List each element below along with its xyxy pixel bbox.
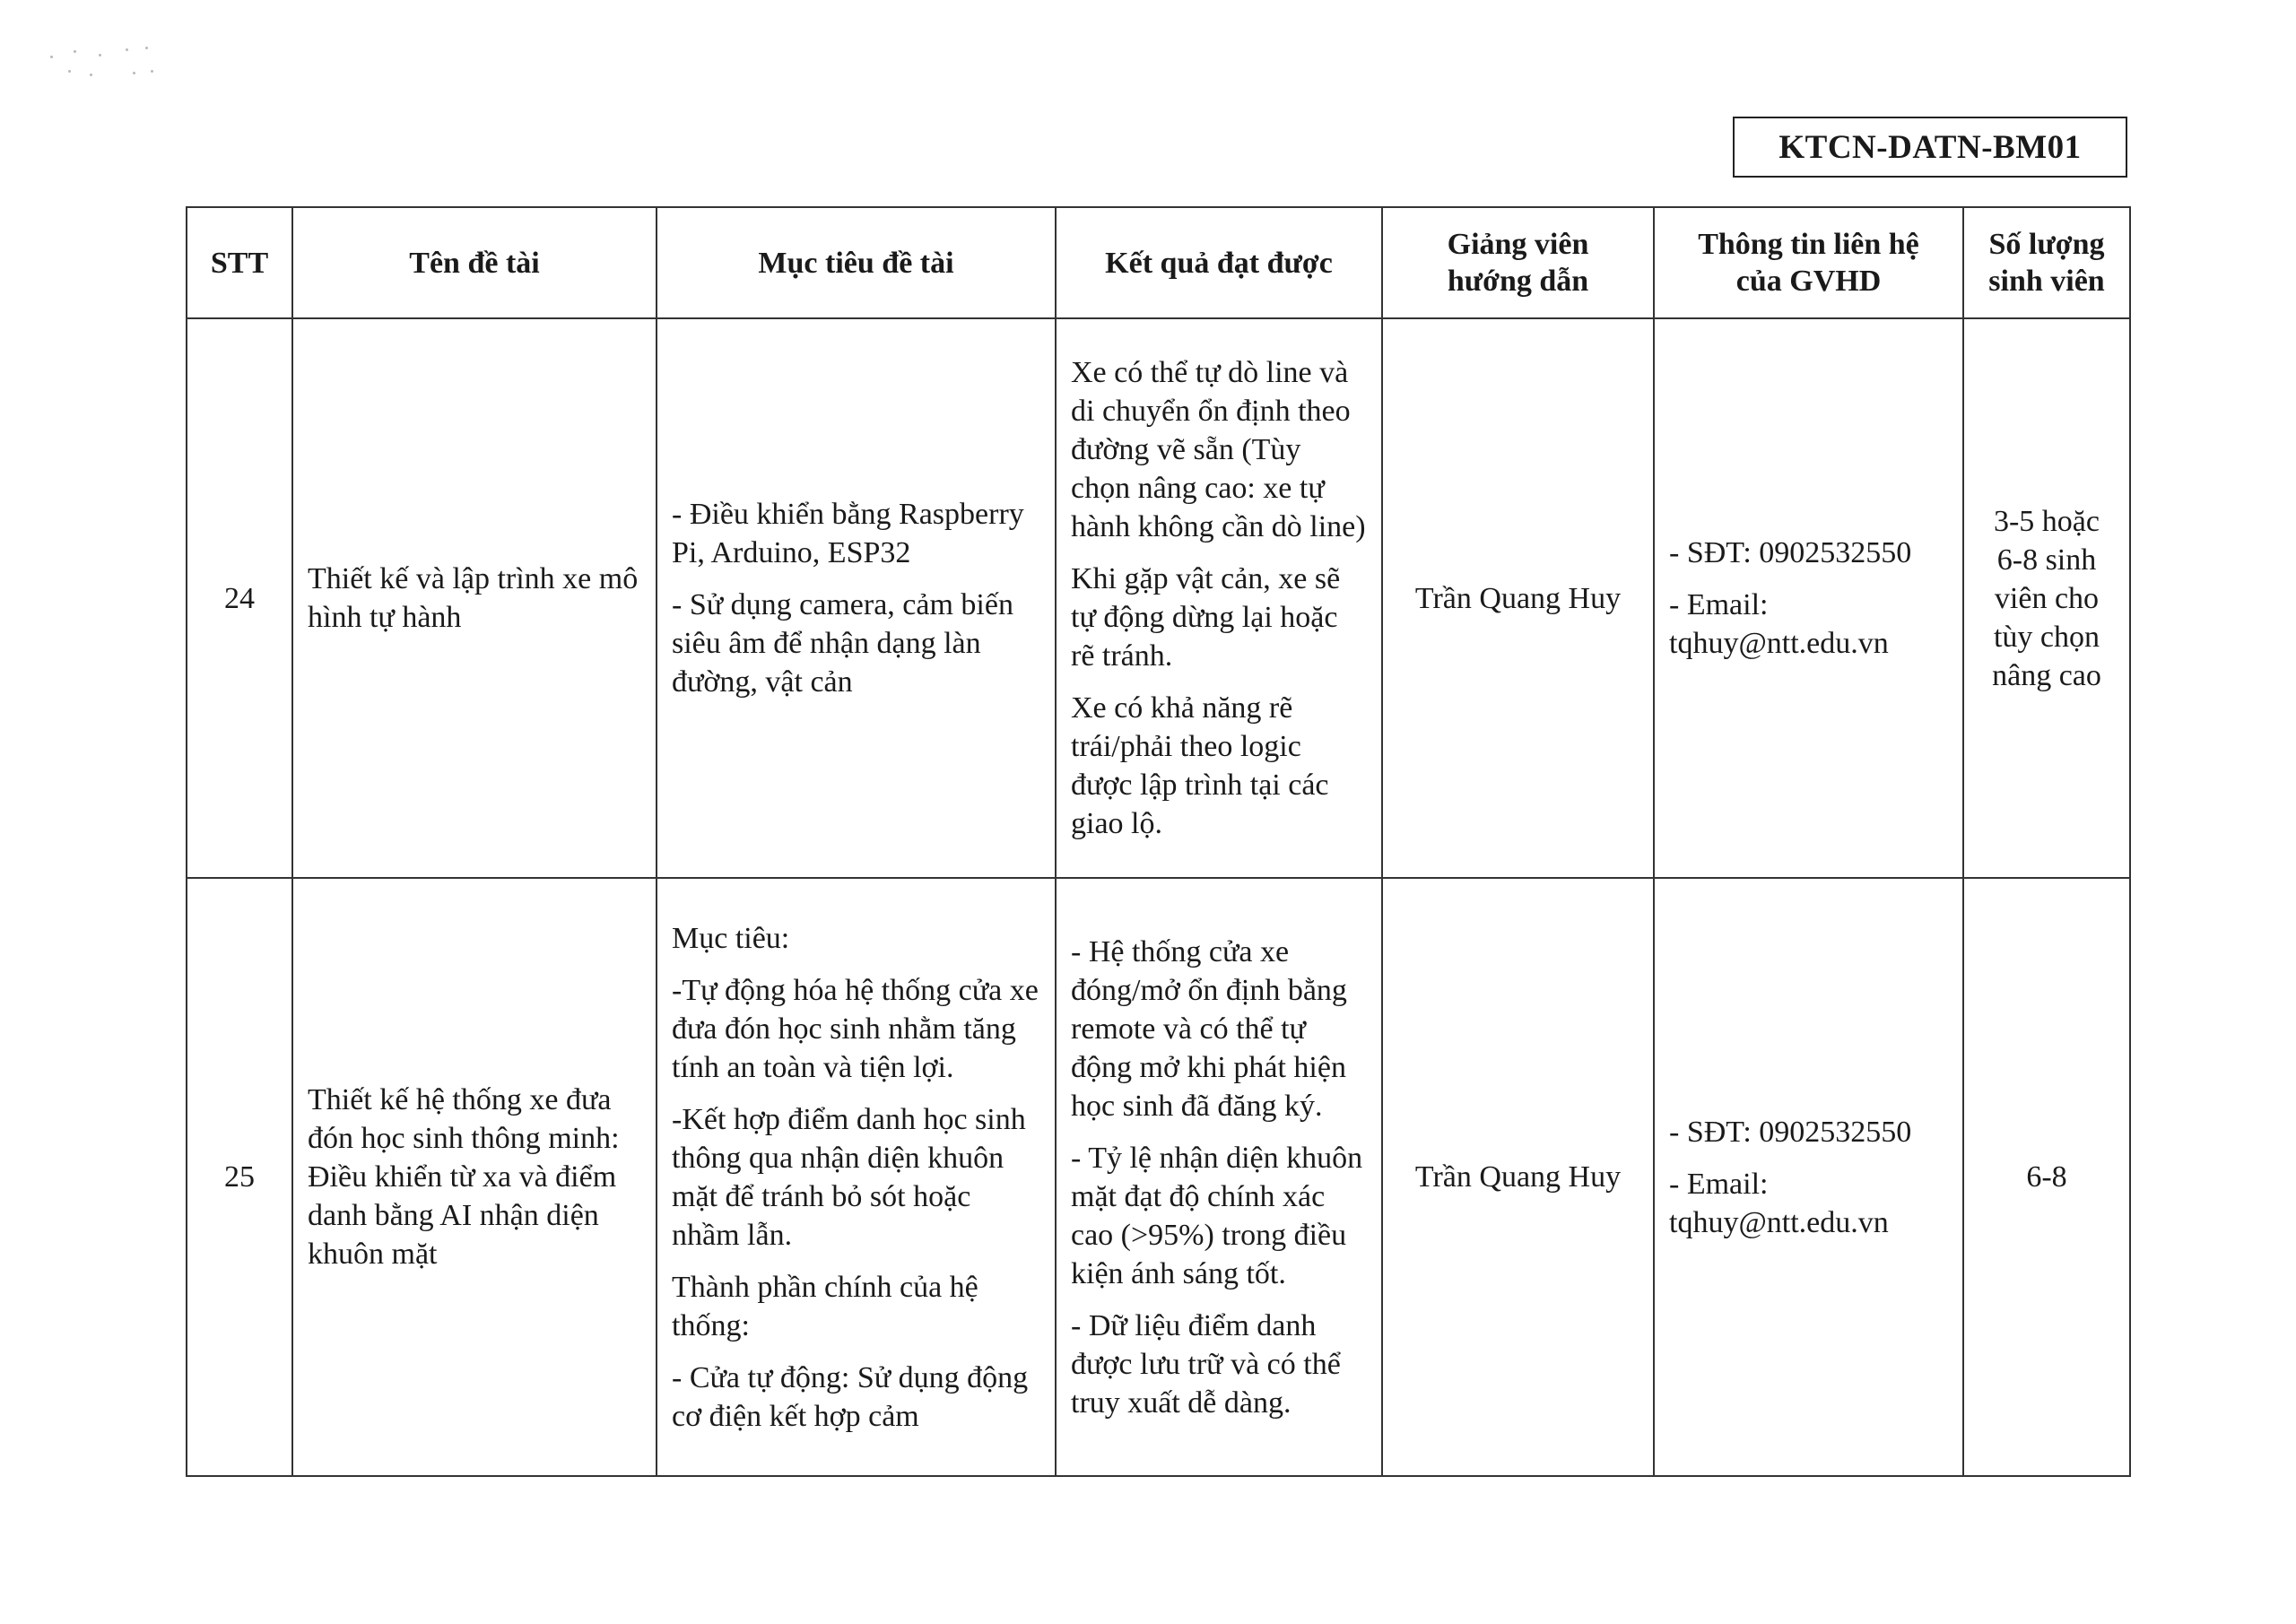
contact-email-label: - Email: [1669, 588, 1769, 621]
cell-results [1056, 878, 1382, 1476]
header-contact-line2: của GVHD [1735, 265, 1882, 298]
result-paragraph: - Dữ liệu điểm danh được lưu trữ và có thể truy xuất dễ dàng. [1071, 1308, 1341, 1420]
scan-noise [47, 43, 172, 88]
topics-table [186, 206, 2131, 1477]
objective-paragraph: - Điều khiển bằng Raspberry Pi, Arduino, ESP32 [672, 498, 1024, 569]
objective-paragraph: - Sử dụng camera, cảm biến siêu âm để nhận dạng làn đường, vật cản [672, 588, 1013, 699]
header-stt: STT [187, 207, 292, 318]
cell-stt: 24 [187, 318, 292, 878]
header-results: Kết quả đạt được [1056, 207, 1382, 318]
contact-phone: - SĐT: 0902532550 [1669, 536, 1912, 569]
cell-student-count: 3-5 hoặc 6-8 sinh viên cho tùy chọn nâng cao [1963, 318, 2130, 878]
objective-paragraph: Thành phần chính của hệ thống: [672, 1270, 978, 1342]
header-student-count-line2: sinh viên [1988, 265, 2105, 298]
objective-paragraph: - Cửa tự động: Sử dụng động cơ điện kết hợp cảm [672, 1360, 1029, 1433]
result-paragraph: - Hệ thống cửa xe đóng/mở ổn định bằng remote và có thể tự động mở khi phát hiện học sinh đã đăng ký. [1071, 934, 1347, 1123]
cell-objectives [657, 878, 1056, 1476]
header-contact [1654, 207, 1963, 318]
cell-topic-name: Thiết kế hệ thống xe đưa đón học sinh thông minh: Điều khiển từ xa và điểm danh bằng AI nhận diện khuôn mặt [292, 878, 657, 1476]
header-topic-name: Tên đề tài [292, 207, 657, 318]
objective-paragraph: -Kết hợp điểm danh học sinh thông qua nhận diện khuôn mặt để tránh bỏ sót hoặc nhầm lẫn. [672, 1102, 1026, 1252]
table-row [187, 878, 2130, 1476]
cell-contact [1654, 318, 1963, 878]
header-row [187, 207, 2130, 318]
result-paragraph: Khi gặp vật cản, xe sẽ tự động dừng lại hoặc rẽ tránh. [1071, 562, 1341, 673]
cell-supervisor: Trần Quang Huy [1382, 878, 1654, 1476]
cell-student-count: 6-8 [1963, 878, 2130, 1476]
header-supervisor [1382, 207, 1654, 318]
header-contact-line1: Thông tin liên hệ [1698, 228, 1919, 261]
contact-email: tqhuy@ntt.edu.vn [1669, 1205, 1889, 1239]
header-student-count [1963, 207, 2130, 318]
header-supervisor-line2: hướng dẫn [1447, 265, 1589, 298]
result-paragraph: - Tỷ lệ nhận diện khuôn mặt đạt độ chính xác cao (>95%) trong điều kiện ánh sáng tốt. [1071, 1141, 1363, 1290]
contact-phone: - SĐT: 0902532550 [1669, 1115, 1912, 1149]
contact-email: tqhuy@ntt.edu.vn [1669, 627, 1889, 660]
objective-paragraph: -Tự động hóa hệ thống cửa xe đưa đón học sinh nhằm tăng tính an toàn và tiện lợi. [672, 973, 1039, 1084]
cell-contact [1654, 878, 1963, 1476]
table-row [187, 318, 2130, 878]
cell-objectives [657, 318, 1056, 878]
header-student-count-line1: Số lượng [1988, 228, 2105, 261]
cell-stt: 25 [187, 878, 292, 1476]
header-supervisor-line1: Giảng viên [1447, 228, 1589, 261]
cell-results [1056, 318, 1382, 878]
cell-supervisor: Trần Quang Huy [1382, 318, 1654, 878]
result-paragraph: Xe có khả năng rẽ trái/phải theo logic được lập trình tại các giao lộ. [1071, 691, 1329, 840]
result-paragraph: Xe có thể tự dò line và di chuyển ổn định theo đường vẽ sẵn (Tùy chọn nâng cao: xe tự hành không cần dò line) [1071, 356, 1366, 543]
header-objectives: Mục tiêu đề tài [657, 207, 1056, 318]
cell-topic-name: Thiết kế và lập trình xe mô hình tự hành [292, 318, 657, 878]
contact-email-label: - Email: [1669, 1167, 1769, 1201]
form-code-box: KTCN-DATN-BM01 [1733, 117, 2127, 178]
objective-paragraph: Mục tiêu: [672, 921, 790, 955]
